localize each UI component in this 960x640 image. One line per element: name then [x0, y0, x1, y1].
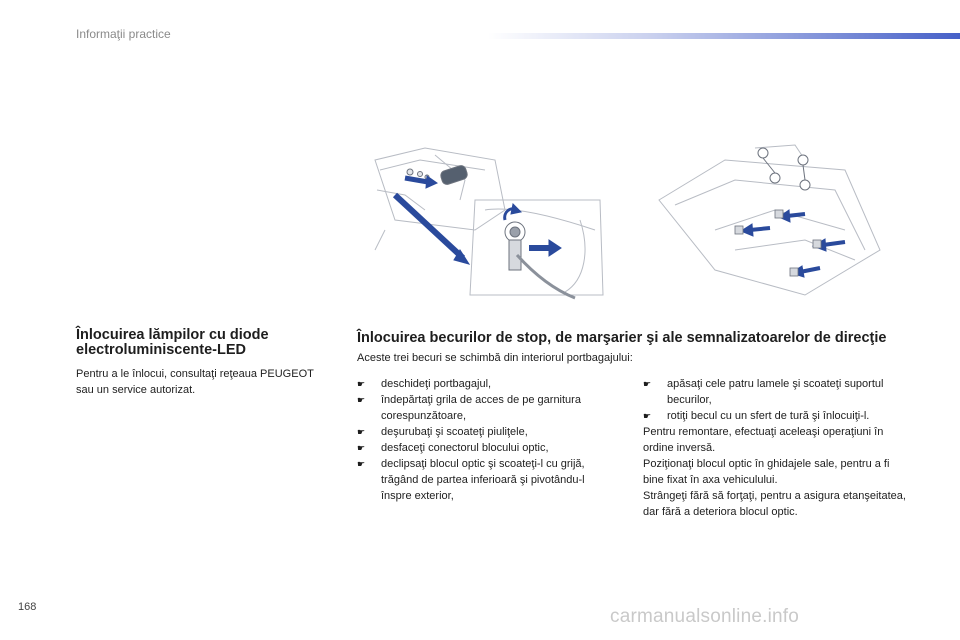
note-reassembly: Pentru remontare, efectuaţi aceleaşi operaţiuni în ordine inversă. [643, 426, 884, 454]
step-item [357, 456, 617, 504]
led-section-heading: Înlocuirea lămpilor cu diode electroluminiscente-LED [76, 327, 269, 358]
step-text: deşurubaţi şi scoateţi piuliţele, [381, 426, 528, 438]
bulb-section-intro: Aceste trei becuri se schimbă din interiorul portbagajului: [357, 352, 633, 364]
step-text: declipsaţi blocul optic şi scoateţi-l cu grijă, trăgând de partea inferioară şi pivotându-l înspre exterior, [381, 458, 585, 502]
hand-pointer-icon: ☛ [643, 379, 652, 389]
hand-pointer-icon: ☛ [643, 411, 652, 421]
step-item [357, 424, 617, 440]
step-text: deschideţi portbagajul, [381, 378, 492, 390]
steps-list-col2 [643, 376, 913, 424]
rear-light-unit-illustration [655, 140, 895, 300]
step-text: îndepărtaţi grila de acces de pe garnitura corespunzătoare, [381, 394, 581, 422]
page-number: 168 [18, 601, 37, 613]
step-item [643, 408, 913, 424]
note-tightening: Strângeţi fără să forţaţi, pentru a asigura etanşeitatea, dar fără a deteriora blocul optic. [643, 490, 906, 518]
step-text: desfaceţi conectorul blocului optic, [381, 442, 549, 454]
hand-pointer-icon: ☛ [357, 379, 366, 389]
step-text: apăsaţi cele patru lamele şi scoateţi suportul becurilor, [667, 378, 884, 406]
step-item [357, 376, 617, 392]
header-rule [488, 33, 960, 39]
led-section-text: Pentru a le înlocui, consultaţi reţeaua PEUGEOT sau un service autorizat. [76, 368, 314, 396]
hand-pointer-icon: ☛ [357, 443, 366, 453]
step-item [357, 392, 617, 424]
hand-pointer-icon: ☛ [357, 459, 366, 469]
step-item [643, 376, 913, 408]
watermark: carmanualsonline.info [610, 606, 800, 627]
step-text: rotiţi becul cu un sfert de tură şi înlocuiţi-l. [667, 410, 870, 422]
bulb-section-heading: Înlocuirea becurilor de stop, de marşarier şi ale semnalizatoarelor de direcţie [357, 330, 887, 346]
step-item [357, 440, 617, 456]
hand-pointer-icon: ☛ [357, 395, 366, 405]
trunk-access-illustration [365, 140, 605, 300]
header-section-title: Informaţii practice [76, 27, 171, 41]
hand-pointer-icon: ☛ [357, 427, 366, 437]
reassembly-notes [643, 424, 913, 520]
note-positioning: Poziţionaţi blocul optic în ghidajele sale, pentru a fi bine fixat în axa vehiculului. [643, 458, 890, 486]
steps-list-col1 [357, 376, 617, 504]
